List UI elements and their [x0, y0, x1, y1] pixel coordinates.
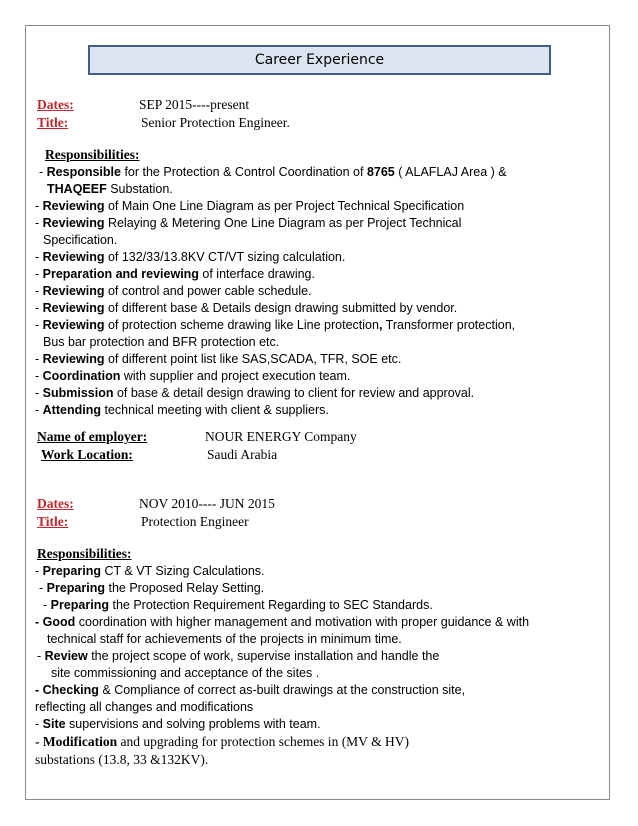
job1-employer-value: NOUR ENERGY Company	[205, 429, 357, 444]
job1-location-value: Saudi Arabia	[207, 447, 278, 462]
job1-title-value: Senior Protection Engineer.	[141, 115, 290, 130]
job1-dates-value: SEP 2015----present	[139, 97, 250, 112]
job1-resp-line: - Coordination with supplier and project execution team.	[35, 369, 351, 383]
job1-resp-line: - Reviewing of different point list like SAS,SCADA, TFR, SOE etc.	[35, 352, 402, 366]
job2-resp-line: - Modification and upgrading for protection schemes in (MV & HV)	[35, 734, 409, 749]
job1-dates-label: Dates:	[37, 97, 74, 112]
job1-resp-line: Bus bar protection and BFR protection etc.	[43, 335, 280, 349]
section-title: Career Experience	[254, 52, 385, 68]
job1-resp-line: - Responsible for the Protection & Control Coordination of 8765 ( ALAFLAJ Area ) &	[39, 165, 507, 179]
job2-title-label: Title:	[37, 514, 69, 529]
job1-resp-line: - Reviewing Relaying & Metering One Line Diagram as per Project Technical	[35, 216, 462, 230]
job2-responsibilities-heading: Responsibilities:	[37, 546, 132, 561]
job1-employer-label: Name of employer:	[37, 429, 148, 444]
job1-resp-line: Specification.	[43, 233, 118, 247]
job2-resp-line: - Site supervisions and solving problems with team.	[35, 717, 321, 731]
job1-resp-line: - Reviewing of protection scheme drawing like Line protection, Transformer protection,	[35, 318, 516, 332]
job2-dates-value: NOV 2010---- JUN 2015	[139, 496, 275, 511]
job2-resp-line: - Good coordination with higher management and motivation with proper guidance & with	[35, 615, 530, 629]
job2-resp-line: - Review the project scope of work, supervise installation and handle the	[37, 649, 440, 663]
job2-resp-line: reflecting all changes and modifications	[35, 700, 254, 714]
job2-title-value: Protection Engineer	[141, 514, 249, 529]
job2-resp-line: - Preparing CT & VT Sizing Calculations.	[35, 564, 265, 578]
job1-location-label: Work Location:	[41, 447, 133, 462]
job2-dates-label: Dates:	[37, 496, 74, 511]
job1-resp-line: - Reviewing of 132/33/13.8KV CT/VT sizing calculation.	[35, 250, 346, 264]
job2-resp-line: - Preparing the Protection Requirement Regarding to SEC Standards.	[43, 598, 433, 612]
job2-resp-line: technical staff for achievements of the projects in minimum time.	[47, 632, 402, 646]
job1-resp-line: - Submission of base & detail design drawing to client for review and approval.	[35, 386, 475, 400]
job1-resp-line: - Preparation and reviewing of interface drawing.	[35, 267, 315, 281]
job2-resp-line: - Preparing the Proposed Relay Setting.	[39, 581, 265, 595]
job1-resp-line: - Attending technical meeting with client & suppliers.	[35, 403, 329, 417]
job1-responsibilities-heading: Responsibilities:	[45, 147, 140, 162]
job2-resp-line: site commissioning and acceptance of the sites .	[51, 666, 320, 680]
job1-title-label: Title:	[37, 115, 69, 130]
section-header	[88, 45, 551, 75]
job2-resp-line: - Checking & Compliance of correct as-built drawings at the construction site,	[35, 683, 466, 697]
job1-resp-line: THAQEEF Substation.	[47, 182, 173, 196]
job1-resp-line: - Reviewing of Main One Line Diagram as per Project Technical Specification	[35, 199, 465, 213]
job1-resp-line: - Reviewing of different base & Details design drawing submitted by vendor.	[35, 301, 458, 315]
job2-resp-line: substations (13.8, 33 &132KV).	[35, 752, 209, 767]
job1-resp-line: - Reviewing of control and power cable schedule.	[35, 284, 312, 298]
